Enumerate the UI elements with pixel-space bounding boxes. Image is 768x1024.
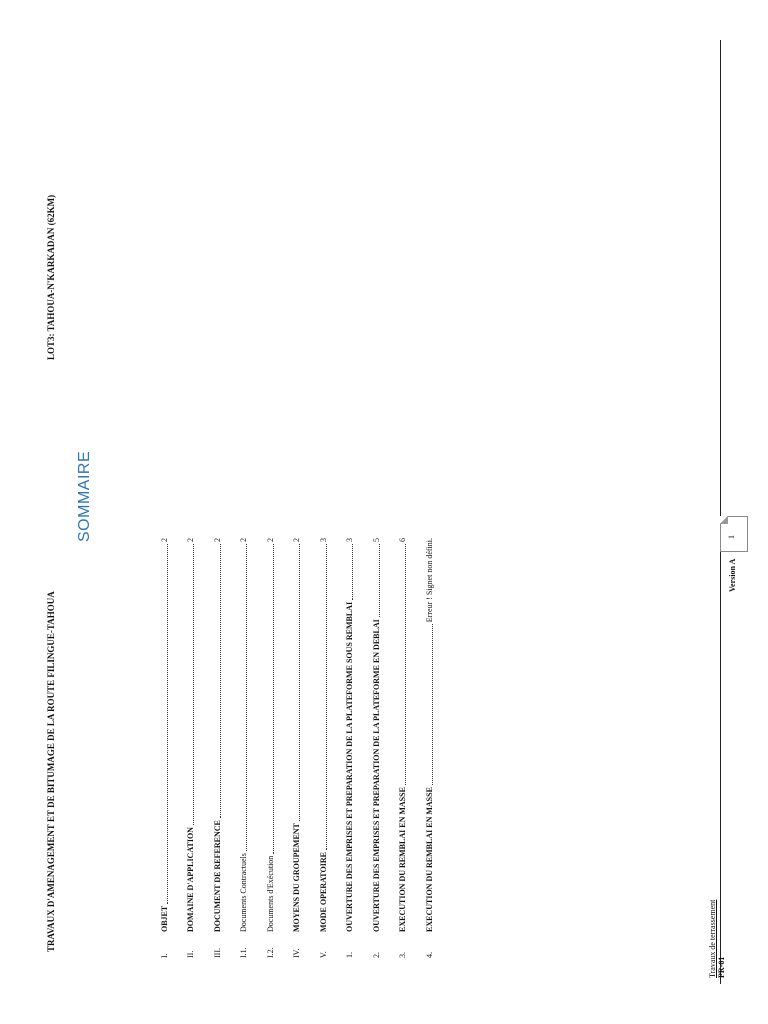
toc-entry-label: MOYENS DU GROUPEMENT [292,823,301,932]
toc-entry-number: 2. [371,952,381,958]
toc-entry-page: Erreur ! Signet non défini. [424,538,434,623]
toc-entry-label: OUVERTURE DES EMPRISES ET PREPARATION DE LA PLATEFORME SOUS REMBLAI [345,601,354,932]
toc-entry-page: 2 [239,538,248,542]
toc-entry-label: Documents Contractuels [239,853,248,932]
toc-entry[interactable] [370,538,382,958]
header-lot: LOT3: TAHOUA-N'KARKADAN (62KM) [46,194,56,360]
footer-rule [720,40,721,984]
page-number-box [720,516,748,552]
toc-entry-number: II. [186,950,195,958]
toc-entry[interactable] [344,538,356,958]
toc-leader-dots [214,544,221,818]
toc-entry-page: 2 [265,538,275,542]
toc-entry-label: DOCUMENT DE REFERENCE [212,820,222,932]
toc-entry-label: MODE OPERATOIRE [318,852,328,932]
toc-leader-dots [240,544,247,851]
toc-entry-label: OUVERTURE DES EMPRISES ET PREPARATION DE LA PLATEFORME EN DEBLAI [371,619,381,932]
toc-entry-number: V. [318,951,328,958]
toc-entry-label: DOMAINE D'APPLICATION [186,827,195,932]
toc-entry-number: I. [159,953,169,958]
toc-entry-number: 4. [424,952,434,958]
toc-entry-page: 2 [212,538,222,542]
toc-entry[interactable] [185,538,197,958]
toc-entry-number: 3. [398,952,407,958]
footer-doc-title: Travaux de terrassement [708,899,717,978]
toc-entry-label: EXECUTION DU REMBLAI EN MASSE [424,787,434,932]
toc-leader-dots [320,544,327,850]
toc-entry-label: OBJET [159,905,169,932]
toc-entry-page: 2 [159,538,169,542]
page-title: SOMMAIRE [76,450,93,542]
toc-entry-page: 3 [345,538,354,542]
toc-entry-page: 2 [292,538,301,542]
toc-entry[interactable] [397,538,409,958]
toc-leader-dots [399,544,406,785]
footer-version: Version A [728,558,737,592]
toc-entry-page: 6 [398,538,407,542]
page-number: 1 [727,535,736,539]
toc-leader-dots [267,544,274,854]
toc-entry[interactable] [264,538,276,958]
header-project-title: TRAVAUX D'AMENAGEMENT ET DE BITUMAGE DE LA ROUTE FILINGUE-TAHOUA [46,591,56,952]
toc-leader-dots [346,544,353,600]
toc-entry[interactable] [291,538,303,958]
toc-entry-label: EXECUTION DU REMBLAI EN MASSE [398,787,407,932]
toc-entry-label: Documents d'Exécution [265,855,275,932]
toc-entry-number: I.1. [239,947,248,958]
toc-entry-number: 1. [345,952,354,958]
toc-entry[interactable] [158,538,170,958]
toc-entry-number: I.2. [265,947,275,958]
toc-leader-dots [161,544,168,904]
toc-leader-dots [426,624,433,785]
toc-entry-number: IV. [292,948,301,958]
toc-entry-page: 2 [186,538,195,542]
toc-entry-number: III. [212,948,222,958]
toc-leader-dots [373,544,380,617]
toc-entry[interactable] [317,538,329,958]
toc-entry-page: 3 [318,538,328,542]
footer-doc-code: PR-01 [717,956,726,978]
toc-entry[interactable] [238,538,250,958]
toc-entry[interactable] [423,538,435,958]
toc-leader-dots [293,544,300,821]
toc-entry[interactable] [211,538,223,958]
toc-entry-page: 5 [371,538,381,542]
footer-doc-info [708,900,726,978]
toc-leader-dots [187,544,194,825]
